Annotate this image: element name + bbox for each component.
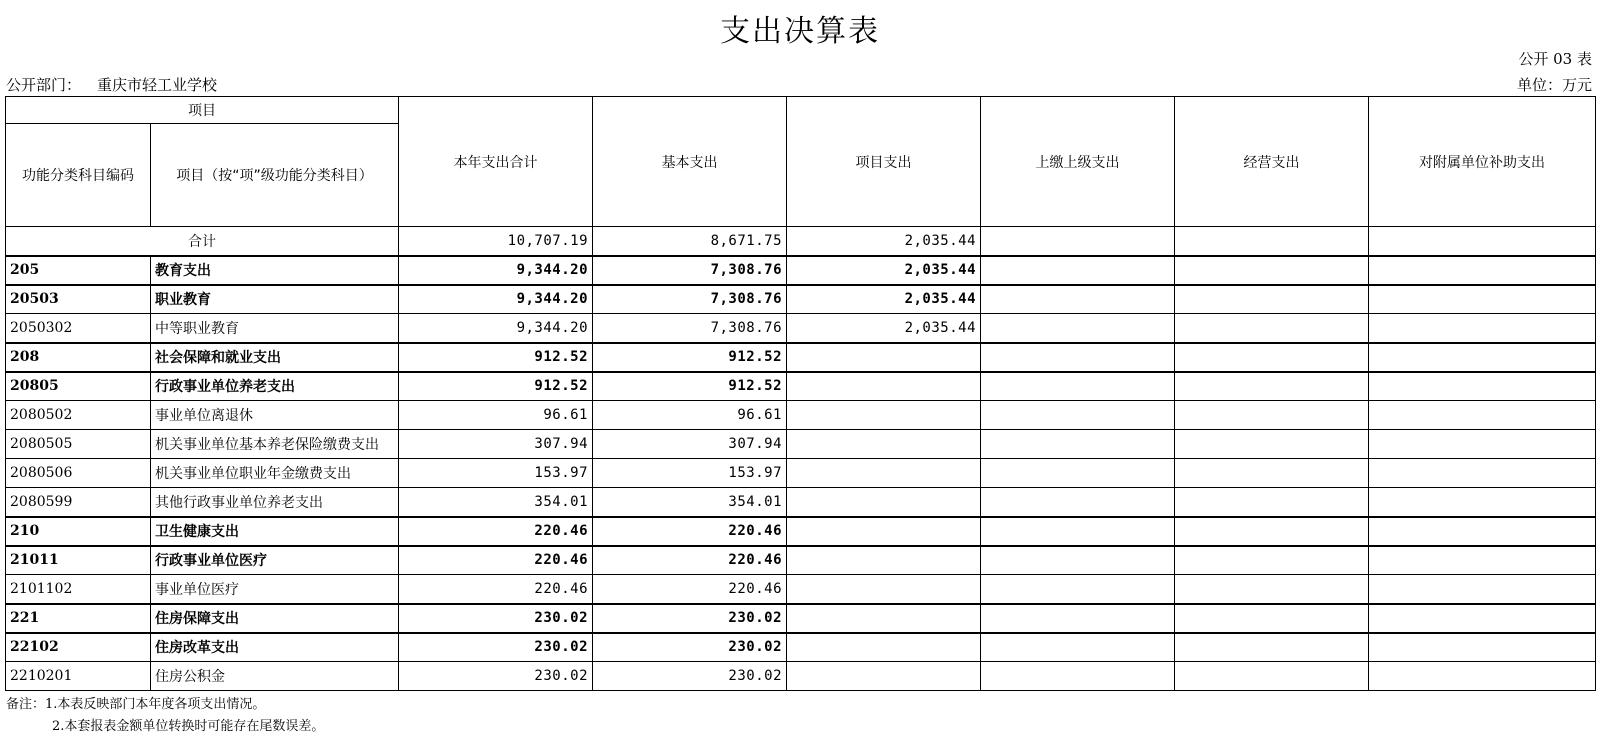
cell-code: 20503 bbox=[6, 285, 151, 314]
cell-subsidy bbox=[1369, 343, 1596, 372]
total-project: 2,035.44 bbox=[787, 227, 981, 256]
cell-total: 220.46 bbox=[399, 575, 593, 604]
cell-name: 住房保障支出 bbox=[151, 604, 399, 633]
cell-business bbox=[1175, 662, 1369, 691]
header-business: 经营支出 bbox=[1175, 97, 1369, 227]
cell-basic: 912.52 bbox=[593, 343, 787, 372]
cell-name: 住房改革支出 bbox=[151, 633, 399, 662]
cell-project bbox=[787, 662, 981, 691]
table-row bbox=[6, 343, 1596, 372]
unit-label: 单位：万元 bbox=[1516, 76, 1592, 94]
total-subsidy bbox=[1369, 227, 1596, 256]
cell-business bbox=[1175, 517, 1369, 546]
cell-business bbox=[1175, 430, 1369, 459]
cell-total: 9,344.20 bbox=[399, 285, 593, 314]
cell-subsidy bbox=[1369, 633, 1596, 662]
cell-total: 912.52 bbox=[399, 372, 593, 401]
table-row bbox=[6, 633, 1596, 662]
cell-name: 其他行政事业单位养老支出 bbox=[151, 488, 399, 517]
cell-code: 205 bbox=[6, 256, 151, 285]
cell-project bbox=[787, 459, 981, 488]
cell-basic: 230.02 bbox=[593, 662, 787, 691]
department-label: 公开部门： bbox=[6, 76, 82, 94]
total-row bbox=[6, 227, 1596, 256]
cell-name: 卫生健康支出 bbox=[151, 517, 399, 546]
cell-name: 机关事业单位基本养老保险缴费支出 bbox=[151, 430, 399, 459]
cell-code: 2080506 bbox=[6, 459, 151, 488]
cell-code: 2050302 bbox=[6, 314, 151, 343]
table-row bbox=[6, 575, 1596, 604]
cell-basic: 354.01 bbox=[593, 488, 787, 517]
cell-basic: 220.46 bbox=[593, 517, 787, 546]
cell-basic: 220.46 bbox=[593, 546, 787, 575]
total-label: 合计 bbox=[6, 227, 399, 256]
header-upper: 上缴上级支出 bbox=[981, 97, 1175, 227]
header-total: 本年支出合计 bbox=[399, 97, 593, 227]
cell-name: 行政事业单位医疗 bbox=[151, 546, 399, 575]
cell-code: 2210201 bbox=[6, 662, 151, 691]
cell-upper bbox=[981, 285, 1175, 314]
cell-name: 事业单位离退休 bbox=[151, 401, 399, 430]
cell-upper bbox=[981, 314, 1175, 343]
cell-basic: 912.52 bbox=[593, 372, 787, 401]
cell-business bbox=[1175, 488, 1369, 517]
cell-upper bbox=[981, 401, 1175, 430]
cell-project bbox=[787, 343, 981, 372]
cell-business bbox=[1175, 401, 1369, 430]
table-row bbox=[6, 517, 1596, 546]
cell-subsidy bbox=[1369, 401, 1596, 430]
cell-total: 230.02 bbox=[399, 604, 593, 633]
notes bbox=[6, 694, 324, 738]
cell-upper bbox=[981, 517, 1175, 546]
cell-code: 20805 bbox=[6, 372, 151, 401]
cell-subsidy bbox=[1369, 546, 1596, 575]
cell-basic: 7,308.76 bbox=[593, 256, 787, 285]
cell-upper bbox=[981, 343, 1175, 372]
cell-basic: 220.46 bbox=[593, 575, 787, 604]
cell-project bbox=[787, 430, 981, 459]
cell-subsidy bbox=[1369, 575, 1596, 604]
cell-subsidy bbox=[1369, 256, 1596, 285]
cell-subsidy bbox=[1369, 285, 1596, 314]
total-business bbox=[1175, 227, 1369, 256]
cell-total: 153.97 bbox=[399, 459, 593, 488]
table-row bbox=[6, 314, 1596, 343]
header-project-expenditure: 项目支出 bbox=[787, 97, 981, 227]
cell-subsidy bbox=[1369, 604, 1596, 633]
cell-basic: 7,308.76 bbox=[593, 285, 787, 314]
cell-upper bbox=[981, 546, 1175, 575]
cell-code: 208 bbox=[6, 343, 151, 372]
cell-business bbox=[1175, 256, 1369, 285]
total-basic: 8,671.75 bbox=[593, 227, 787, 256]
cell-code: 21011 bbox=[6, 546, 151, 575]
cell-business bbox=[1175, 459, 1369, 488]
cell-basic: 7,308.76 bbox=[593, 314, 787, 343]
cell-project: 2,035.44 bbox=[787, 314, 981, 343]
cell-total: 96.61 bbox=[399, 401, 593, 430]
cell-upper bbox=[981, 662, 1175, 691]
cell-project: 2,035.44 bbox=[787, 256, 981, 285]
expenditure-table bbox=[5, 96, 1596, 691]
table-row bbox=[6, 662, 1596, 691]
cell-basic: 307.94 bbox=[593, 430, 787, 459]
header-basic: 基本支出 bbox=[593, 97, 787, 227]
cell-code: 221 bbox=[6, 604, 151, 633]
cell-total: 307.94 bbox=[399, 430, 593, 459]
department-line bbox=[6, 74, 217, 95]
cell-subsidy bbox=[1369, 314, 1596, 343]
cell-code: 2080599 bbox=[6, 488, 151, 517]
cell-name: 机关事业单位职业年金缴费支出 bbox=[151, 459, 399, 488]
table-row bbox=[6, 285, 1596, 314]
cell-total: 912.52 bbox=[399, 343, 593, 372]
cell-subsidy bbox=[1369, 430, 1596, 459]
cell-subsidy bbox=[1369, 662, 1596, 691]
cell-subsidy bbox=[1369, 459, 1596, 488]
form-number: 公开 03 表 bbox=[1518, 50, 1592, 68]
header-code: 功能分类科目编码 bbox=[6, 124, 151, 227]
table-row bbox=[6, 256, 1596, 285]
cell-name: 中等职业教育 bbox=[151, 314, 399, 343]
cell-total: 354.01 bbox=[399, 488, 593, 517]
cell-upper bbox=[981, 633, 1175, 662]
header-project: 项目 bbox=[6, 97, 399, 124]
cell-subsidy bbox=[1369, 372, 1596, 401]
table-row bbox=[6, 604, 1596, 633]
total-upper bbox=[981, 227, 1175, 256]
cell-project bbox=[787, 604, 981, 633]
cell-name: 教育支出 bbox=[151, 256, 399, 285]
cell-name: 行政事业单位养老支出 bbox=[151, 372, 399, 401]
cell-upper bbox=[981, 430, 1175, 459]
table-row bbox=[6, 401, 1596, 430]
table-row bbox=[6, 459, 1596, 488]
table-row bbox=[6, 488, 1596, 517]
cell-project: 2,035.44 bbox=[787, 285, 981, 314]
cell-code: 2101102 bbox=[6, 575, 151, 604]
cell-subsidy bbox=[1369, 517, 1596, 546]
cell-business bbox=[1175, 546, 1369, 575]
cell-total: 230.02 bbox=[399, 662, 593, 691]
department-name: 重庆市轻工业学校 bbox=[97, 76, 218, 94]
cell-subsidy bbox=[1369, 488, 1596, 517]
cell-name: 事业单位医疗 bbox=[151, 575, 399, 604]
page-title: 支出决算表 bbox=[720, 14, 880, 49]
cell-total: 220.46 bbox=[399, 517, 593, 546]
note-2: 2.本套报表金额单位转换时可能存在尾数误差。 bbox=[52, 719, 325, 734]
cell-upper bbox=[981, 459, 1175, 488]
cell-total: 9,344.20 bbox=[399, 256, 593, 285]
cell-name: 社会保障和就业支出 bbox=[151, 343, 399, 372]
cell-code: 22102 bbox=[6, 633, 151, 662]
cell-basic: 230.02 bbox=[593, 604, 787, 633]
cell-basic: 230.02 bbox=[593, 633, 787, 662]
cell-total: 220.46 bbox=[399, 546, 593, 575]
cell-business bbox=[1175, 372, 1369, 401]
cell-name: 职业教育 bbox=[151, 285, 399, 314]
cell-code: 210 bbox=[6, 517, 151, 546]
cell-project bbox=[787, 401, 981, 430]
cell-project bbox=[787, 633, 981, 662]
cell-business bbox=[1175, 314, 1369, 343]
cell-basic: 96.61 bbox=[593, 401, 787, 430]
cell-total: 9,344.20 bbox=[399, 314, 593, 343]
cell-total: 230.02 bbox=[399, 633, 593, 662]
cell-basic: 153.97 bbox=[593, 459, 787, 488]
cell-business bbox=[1175, 604, 1369, 633]
cell-project bbox=[787, 517, 981, 546]
cell-business bbox=[1175, 285, 1369, 314]
cell-upper bbox=[981, 575, 1175, 604]
cell-business bbox=[1175, 343, 1369, 372]
cell-upper bbox=[981, 488, 1175, 517]
cell-upper bbox=[981, 372, 1175, 401]
cell-project bbox=[787, 488, 981, 517]
total-amount: 10,707.19 bbox=[399, 227, 593, 256]
cell-code: 2080502 bbox=[6, 401, 151, 430]
cell-business bbox=[1175, 633, 1369, 662]
cell-business bbox=[1175, 575, 1369, 604]
table-row bbox=[6, 372, 1596, 401]
cell-upper bbox=[981, 256, 1175, 285]
cell-project bbox=[787, 546, 981, 575]
cell-code: 2080505 bbox=[6, 430, 151, 459]
cell-project bbox=[787, 372, 981, 401]
cell-upper bbox=[981, 604, 1175, 633]
header-item: 项目（按“项”级功能分类科目） bbox=[151, 124, 399, 227]
note-1: 备注：1.本表反映部门本年度各项支出情况。 bbox=[6, 697, 266, 712]
cell-name: 住房公积金 bbox=[151, 662, 399, 691]
table-row bbox=[6, 546, 1596, 575]
header-subsidy: 对附属单位补助支出 bbox=[1369, 97, 1596, 227]
cell-project bbox=[787, 575, 981, 604]
table-row bbox=[6, 430, 1596, 459]
